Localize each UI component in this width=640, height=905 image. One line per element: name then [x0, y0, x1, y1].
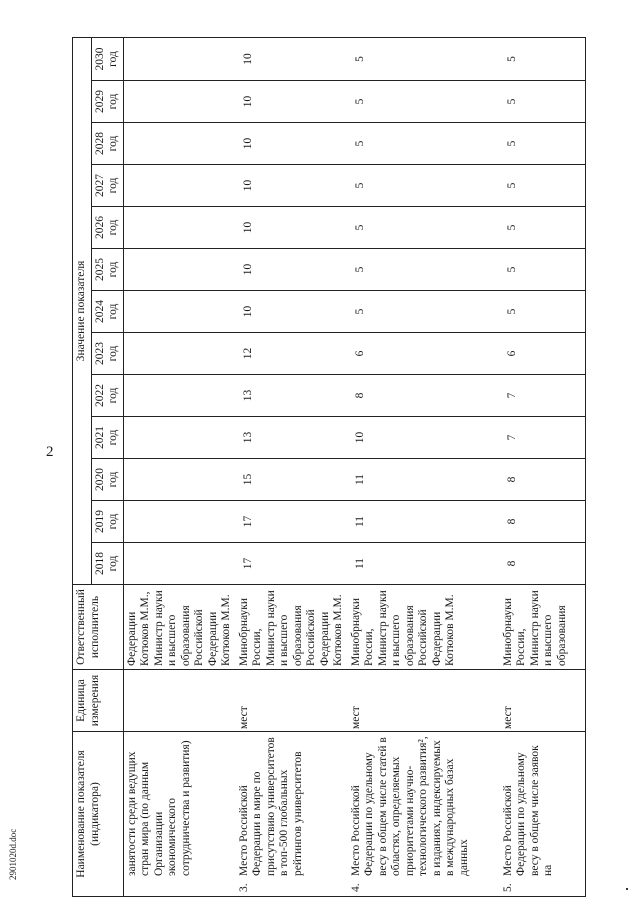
table-row	[500, 37, 586, 896]
value-cell: 7	[500, 417, 586, 459]
value-cell: 17	[236, 501, 348, 543]
indicator-name: занятости среди ведущих стран мира (по данным Организации экономического сотрудничества и развития)	[125, 740, 192, 876]
value-cell: 10	[236, 37, 348, 80]
value-cell: 5	[500, 81, 586, 123]
header-name: Наименование показателя (индикатора)	[73, 732, 124, 897]
year-header: 2019 год	[91, 501, 123, 543]
indicator-name-cell	[500, 732, 586, 897]
header-unit: Единица измерения	[73, 670, 124, 732]
table-row	[123, 37, 236, 896]
value-cell	[123, 417, 236, 459]
value-cell: 5	[500, 123, 586, 165]
value-cell	[123, 207, 236, 249]
header-value-group: Значение показателя	[73, 37, 92, 584]
value-cell: 6	[348, 333, 500, 375]
indicator-table	[72, 37, 586, 897]
value-cell: 5	[500, 165, 586, 207]
value-cell: 5	[500, 207, 586, 249]
value-cell: 6	[500, 333, 586, 375]
value-cell	[123, 165, 236, 207]
year-header: 2024 год	[91, 291, 123, 333]
year-header: 2027 год	[91, 165, 123, 207]
value-cell: 10	[236, 123, 348, 165]
row-number: 3.	[237, 883, 250, 892]
value-cell: 12	[236, 333, 348, 375]
value-cell: 13	[236, 417, 348, 459]
year-header: 2025 год	[91, 249, 123, 291]
responsible-cell: Минобрнауки России, Министр науки и высшего образования Российской Федерации Котюков М.М.	[348, 585, 500, 670]
page-number: 2	[46, 444, 54, 460]
value-cell	[123, 249, 236, 291]
indicator-name-cell	[236, 732, 348, 897]
value-cell: 10	[236, 207, 348, 249]
year-header: 2029 год	[91, 81, 123, 123]
value-cell: 10	[236, 291, 348, 333]
value-cell	[123, 543, 236, 585]
responsible-cell: Минобрнауки России, Министр науки и высшего образования Российской Федерации Котюков М.М.	[236, 585, 348, 670]
table-row	[348, 37, 500, 896]
year-header: 2022 год	[91, 375, 123, 417]
year-header: 2023 год	[91, 333, 123, 375]
value-cell	[123, 459, 236, 501]
value-cell: 8	[348, 375, 500, 417]
value-cell: 5	[500, 249, 586, 291]
value-cell: 7	[500, 375, 586, 417]
value-cell: 17	[236, 543, 348, 585]
year-header: 2026 год	[91, 207, 123, 249]
value-cell: 5	[500, 37, 586, 80]
value-cell: 10	[348, 417, 500, 459]
value-cell: 11	[348, 543, 500, 585]
year-header: 2030 год	[91, 37, 123, 80]
unit-cell: мест	[500, 670, 586, 732]
year-header: 2018 год	[91, 543, 123, 585]
responsible-cell: Федерации Котюков М.М., Министр науки и высшего образования Российской Федерации Котюков М.М.	[123, 585, 236, 670]
value-cell	[123, 333, 236, 375]
value-cell: 10	[236, 165, 348, 207]
value-cell: 10	[236, 81, 348, 123]
value-cell: 11	[348, 459, 500, 501]
footer-filename: 2901020d.doc	[8, 828, 18, 880]
unit-cell: мест	[348, 670, 500, 732]
value-cell: 15	[236, 459, 348, 501]
responsible-cell: Минобрнауки России, Министр науки и высшего образования	[500, 585, 586, 670]
value-cell: 13	[236, 375, 348, 417]
table-body	[123, 37, 586, 896]
value-cell: 5	[348, 207, 500, 249]
year-header: 2028 год	[91, 123, 123, 165]
value-cell	[123, 37, 236, 80]
header-responsible: Ответственный исполнитель	[73, 585, 124, 670]
row-number: 4.	[349, 883, 362, 892]
indicator-table-rotated	[72, 40, 568, 897]
value-cell: 5	[348, 249, 500, 291]
value-cell	[123, 81, 236, 123]
year-header: 2020 год	[91, 459, 123, 501]
value-cell: 5	[500, 291, 586, 333]
indicator-name-cell	[123, 732, 236, 897]
value-cell	[123, 501, 236, 543]
indicator-name: Место Российской Федерации по удельному весу в общем числе заявок на	[501, 745, 554, 876]
table-row	[236, 37, 348, 896]
indicator-name: Место Российской Федерации в мире по присутствию университетов в топ-500 глобальных рейтингов университетов	[237, 737, 304, 876]
value-cell: 11	[348, 501, 500, 543]
value-cell	[123, 291, 236, 333]
value-cell: 5	[348, 37, 500, 80]
value-cell	[123, 375, 236, 417]
value-cell: 8	[500, 459, 586, 501]
value-cell	[123, 123, 236, 165]
row-number: 5.	[501, 883, 514, 892]
indicator-name-cell	[348, 732, 500, 897]
value-cell: 10	[236, 249, 348, 291]
row-number	[126, 876, 194, 892]
page-mark	[626, 888, 628, 890]
indicator-name: Место Российской Федерации по удельному весу в общем числе статей в областях, определяемых приоритетами научно-технологического развития², в изданиях, индексируемых в международных базах данных	[349, 736, 470, 876]
unit-cell: мест	[236, 670, 348, 732]
value-cell: 5	[348, 123, 500, 165]
year-header: 2021 год	[91, 417, 123, 459]
value-cell: 5	[348, 81, 500, 123]
unit-cell	[123, 670, 236, 732]
value-cell: 8	[500, 543, 586, 585]
value-cell: 5	[348, 291, 500, 333]
value-cell: 5	[348, 165, 500, 207]
value-cell: 8	[500, 501, 586, 543]
